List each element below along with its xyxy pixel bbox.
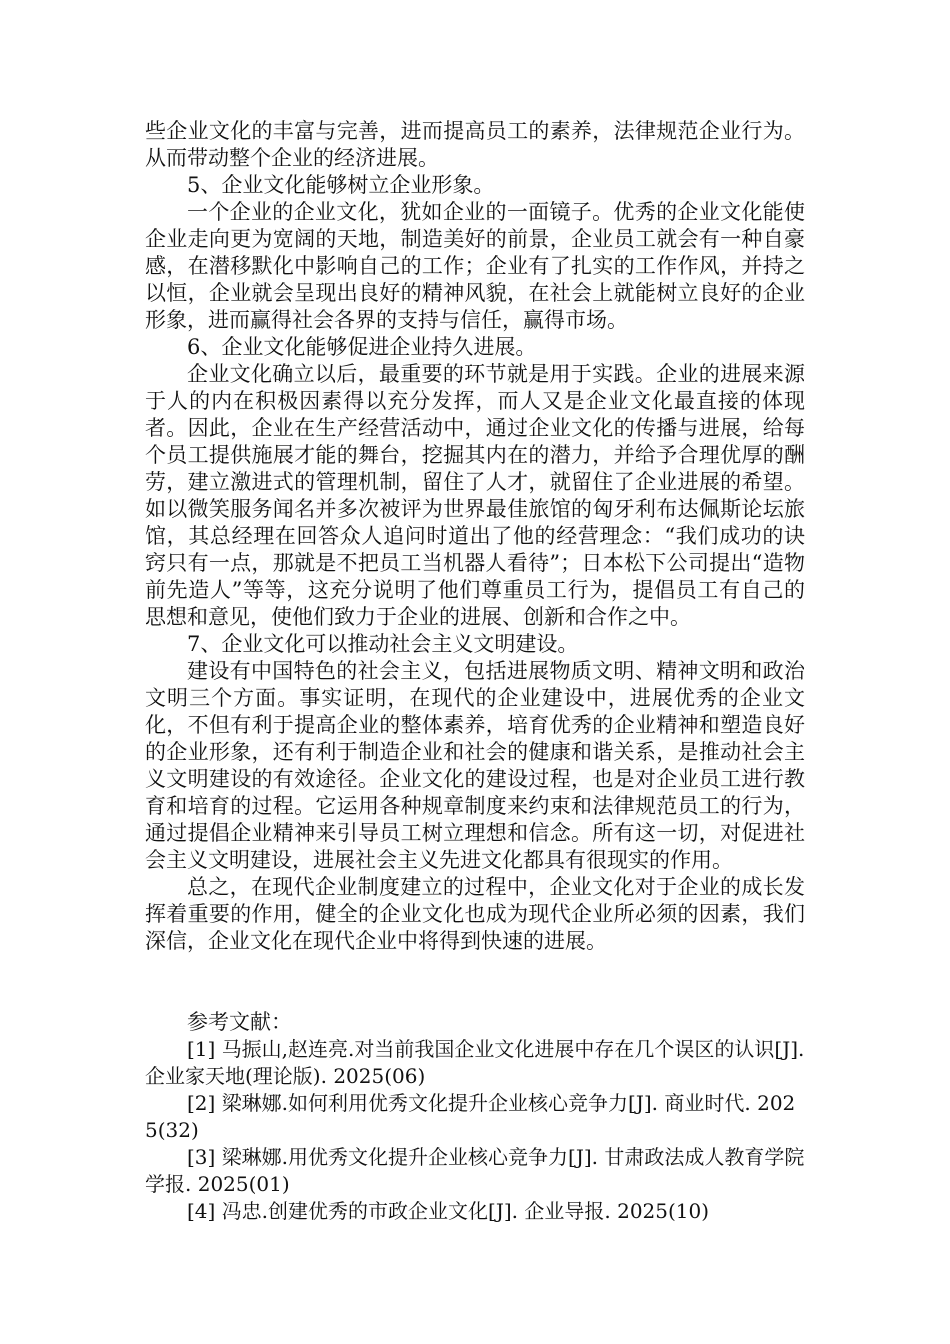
paragraph-summary: 总之，在现代企业制度建立的过程中，企业文化对于企业的成长发挥着重要的作用，健全的企业文化也成为现代企业所必须的因素，我们深信，企业文化在现代企业中将得到快速的进展。 [145,875,805,953]
section-spacer [145,955,805,1009]
reference-item: [2] 梁琳娜.如何利用优秀文化提升企业核心竞争力[J]. 商业时代. 2025(32) [145,1091,796,1142]
paragraph-6: 企业文化确立以后，最重要的环节就是用于实践。企业的进展来源于人的内在积极因素得以充分发挥，而人又是企业文化最直接的体现者。因此，企业在生产经营活动中，通过企业文化的传播与进展，给每个员工提供施展才能的舞台，挖掘其内在的潜力，并给予合理优厚的酬劳，建立激进式的管理机制，留住了人才，就留住了企业进展的希望。如以微笑服务闻名并多次被评为世界最佳旅馆的匈牙利布达佩斯论坛旅馆，其总经理在回答众人追问时道出了他的经营理念：“我们成功的诀窍只有一点，那就是不把员工当机器人看待”；日本松下公司提出“造物前先造人”等等，这充分说明了他们尊重员工行为，提倡员工有自己的思想和意见，使他们致力于企业的进展、创新和合作之中。 [145,362,805,629]
section-heading-6: 6、企业文化能够促进企业持久进展。 [187,335,537,359]
paragraph-5: 一个企业的企业文化，犹如企业的一面镜子。优秀的企业文化能使企业走向更为宽阔的天地，制造美好的前景，企业员工就会有一种自豪感，在潜移默化中影响自己的工作；企业有了扎实的工作作风，并持之以恒，企业就会呈现出良好的精神风貌，在社会上就能树立良好的企业形象，进而赢得社会各界的支持与信任，赢得市场。 [145,200,805,332]
paragraph-7: 建设有中国特色的社会主义，包括进展物质文明、精神文明和政治文明三个方面。事实证明，在现代的企业建设中，进展优秀的企业文化，不但有利于提高企业的整体素养，培育优秀的企业精神和塑造良好的企业形象，还有利于制造企业和社会的健康和谐关系，是推动社会主义文明建设的有效途径。企业文化的建设过程，也是对企业员工进行教育和培育的过程。它运用各种规章制度来约束和法律规范员工的行为，通过提倡企业精神来引导员工树立理想和信念。所有这一切，对促进社会主义文明建设，进展社会主义先进文化都具有很现实的作用。 [145,659,805,872]
document-page [145,118,805,1225]
section-heading-5: 5、企业文化能够树立企业形象。 [187,173,495,197]
reference-item: [3] 梁琳娜.用优秀文化提升企业核心竞争力[J]. 甘肃政法成人教育学院学报. 2025(01) [145,1145,805,1196]
reference-item: [4] 冯忠.创建优秀的市政企业文化[J]. 企业导报. 2025(10) [187,1199,710,1223]
reference-item: [1] 马振山,赵连亮.对当前我国企业文化进展中存在几个误区的认识[J]. 企业家天地(理论版). 2025(06) [145,1037,805,1088]
section-heading-7: 7、企业文化可以推动社会主义文明建设。 [187,632,579,656]
references-title: 参考文献： [187,1010,292,1034]
paragraph-continuation: 些企业文化的丰富与完善，进而提高员工的素养，法律规范企业行为。从而带动整个企业的经济进展。 [145,119,805,170]
